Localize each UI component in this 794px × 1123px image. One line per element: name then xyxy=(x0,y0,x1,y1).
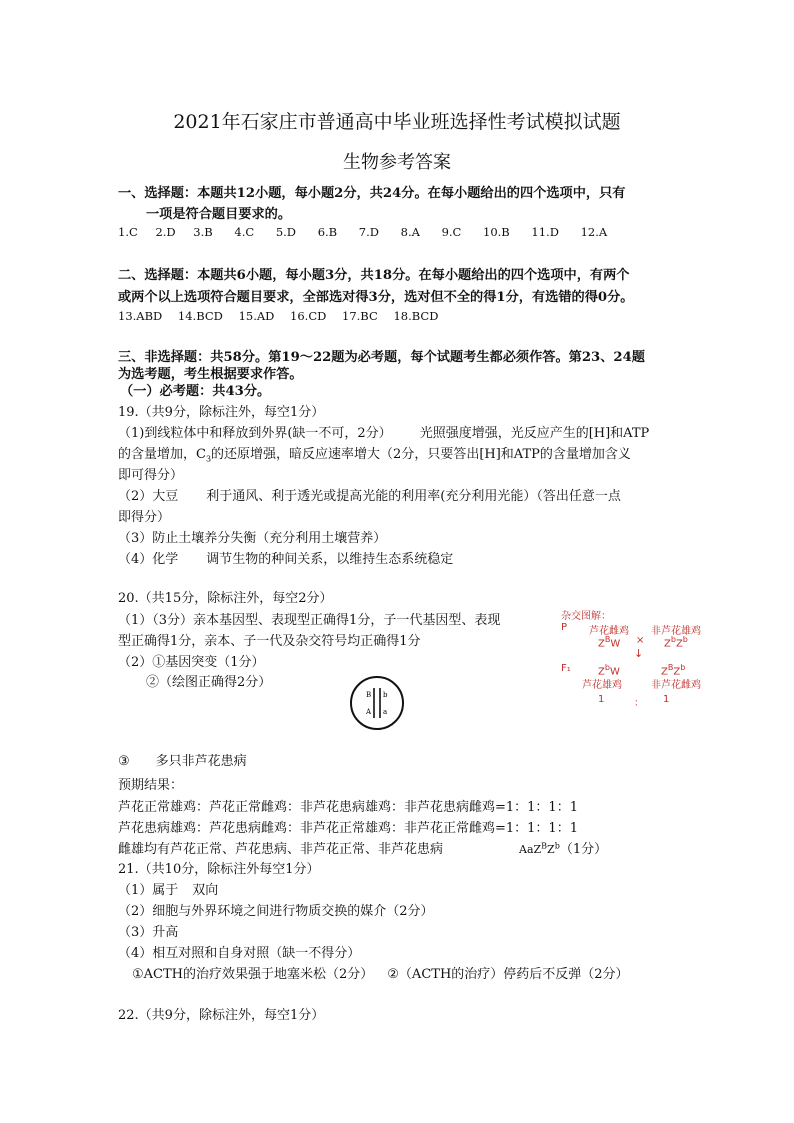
cross-f1-label: F₁ xyxy=(561,663,571,674)
answer-4: 4.C xyxy=(234,225,255,239)
answer-10: 10.B xyxy=(483,225,510,239)
answer-14: 14.BCD xyxy=(177,309,223,323)
q19-line4-b: 利于通风、利于透光或提高光能的利用率(充分利用光能）（答出任意一点 xyxy=(206,489,621,504)
cross-ratio-a: 1 xyxy=(598,694,605,705)
cross-p-male: 非芦花雄鸡 xyxy=(651,626,701,637)
q19-line7 xyxy=(118,548,453,567)
section-2-heading-line1: 二、选择题：本题共6小题，每小题3分，共18分。在每小题给出的四个选项中，有两个 xyxy=(118,268,630,283)
gene-label-A: A xyxy=(366,708,372,716)
answer-1: 1.C xyxy=(118,225,138,239)
cell-diagram xyxy=(348,674,408,734)
q20-line6: 预期结果： xyxy=(118,778,184,793)
cross-ratio-b: 1 xyxy=(663,694,670,705)
cross-arrow: ↓ xyxy=(634,647,644,660)
answer-18: 18.BCD xyxy=(393,309,439,323)
cross-f1-phenotype-b: 非芦花雌鸡 xyxy=(651,680,701,691)
section-1-answers xyxy=(118,225,607,239)
cross-p-genotype-male: $Z^bZ^b$ xyxy=(664,635,688,650)
q19-line1 xyxy=(118,422,649,441)
page-subtitle: 生物参考答案 xyxy=(343,152,451,173)
cross-p-label: P xyxy=(561,622,568,633)
section-1-heading-line2: 一项是符合题目要求的。 xyxy=(146,207,292,222)
page-title: 2021年石家庄市普通高中毕业班选择性考试模拟试题 xyxy=(173,111,621,133)
q21-heading: 21.（共10分，除标注外每空1分） xyxy=(118,862,320,877)
answer-15: 15.AD xyxy=(238,309,275,323)
q20-line8: 芦花患病雄鸡：芦花患病雌鸡：非芦花正常雄鸡：非芦花正常雌鸡=1：1：1：1 xyxy=(118,821,578,836)
q19-heading: 19.（共9分，除标注外，每空1分） xyxy=(118,405,325,420)
q19-line2-a: 的含量增加，C xyxy=(118,447,206,462)
q19-line1-b: 光照强度增强，光反应产生的[H]和ATP xyxy=(419,426,650,441)
cross-f1-genotype-b: $Z^BZ^b$ xyxy=(661,663,686,678)
required-heading: （一）必考题：共43分。 xyxy=(120,384,271,399)
cross-p-genotype-female: $Z^BW$ xyxy=(598,635,621,650)
gene-label-b: b xyxy=(383,691,388,699)
q19-line2 xyxy=(118,443,631,464)
q19-line3: 即可得分） xyxy=(118,468,184,483)
q21-line1-a: （1）属于 xyxy=(118,883,179,898)
q19-line4 xyxy=(118,485,621,504)
answer-16: 16.CD xyxy=(290,309,327,323)
q21-line1-b: 双向 xyxy=(192,883,219,898)
q20-line5-b: 多只非芦花患病 xyxy=(155,754,247,769)
answer-8: 8.A xyxy=(400,225,420,239)
section-3-heading-line1: 三、非选择题：共58分。第19～22题为必考题，每个试题考生都必须作答。第23、24题 xyxy=(118,350,645,365)
answer-2: 2.D xyxy=(155,225,176,239)
q19-line2-b: 的还原增强，暗反应速率增大（2分，只要答出[H]和ATP的含量增加含义 xyxy=(211,447,631,462)
answer-11: 11.D xyxy=(531,225,559,239)
answer-6: 6.B xyxy=(317,225,338,239)
q21-line2: （2）细胞与外界环境之间进行物质交换的媒介（2分） xyxy=(118,904,434,919)
q22-heading: 22.（共9分，除标注外，每空1分） xyxy=(118,1008,325,1023)
q20-line9-a: 雌雄均有芦花正常、芦花患病、非芦花正常、非芦花患病 xyxy=(118,842,444,857)
q20-line9 xyxy=(118,838,443,857)
q21-line5 xyxy=(132,963,629,982)
q21-line5-a: ①ACTH的治疗效果强于地塞米松（2分） xyxy=(132,967,374,982)
gene-label-a: a xyxy=(383,708,388,716)
q21-line3: （3）升高 xyxy=(118,925,179,940)
q19-line5: 即得分） xyxy=(118,510,171,525)
q21-line5-b: ②（ACTH的治疗）停药后不反弹（2分） xyxy=(387,967,629,982)
q20-line1: （1）（3分）亲本基因型、表现型正确得1分，子一代基因型、表现 xyxy=(118,613,501,628)
cross-times-symbol: × xyxy=(636,635,645,646)
q20-line7: 芦花正常雄鸡：芦花正常雌鸡：非芦花患病雄鸡：非芦花患病雌鸡=1：1：1：1 xyxy=(118,800,578,815)
q20-line9-genotype: $AaZ^BZ^b(1$分） xyxy=(519,841,608,857)
q19-line1-a: （1)到线粒体中和释放到外界(缺一不可，2分） xyxy=(118,426,392,441)
q19-line7-a: （4）化学 xyxy=(118,552,179,567)
answer-17: 17.BC xyxy=(342,309,378,323)
cross-p-female: 芦花雌鸡 xyxy=(589,626,629,637)
answer-12: 12.A xyxy=(580,225,608,239)
section-3-heading-line2: 为选考题，考生根据要求作答。 xyxy=(118,367,303,382)
cell-membrane xyxy=(351,677,403,729)
q19-line2-sub: 3 xyxy=(205,454,212,464)
section-2-heading-line2: 或两个以上选项符合题目要求，全部选对得3分，选对但不全的得1分，有选错的得0分。 xyxy=(118,290,634,305)
cross-f1-phenotype-a: 芦花雄鸡 xyxy=(582,680,622,691)
q19-line7-b: 调节生物的种间关系，以维持生态系统稳定 xyxy=(206,552,454,567)
answer-9: 9.C xyxy=(441,225,462,239)
section-1-heading-line1: 一、选择题：本题共12小题，每小题2分，共24分。在每小题给出的四个选项中，只有 xyxy=(118,186,626,201)
q20-line2: 型正确得1分，亲本、子一代及杂交符号均正确得1分 xyxy=(118,634,421,649)
q21-line4: （4）相互对照和自身对照（缺一不得分） xyxy=(118,946,361,961)
cross-ratio-colon: ： xyxy=(634,698,644,709)
q19-line6: （3）防止土壤养分失衡（充分利用土壤营养） xyxy=(118,531,387,546)
q20-line4: ②（绘图正确得2分） xyxy=(146,675,272,690)
gene-label-B: B xyxy=(366,691,372,699)
q21-line1 xyxy=(118,879,218,898)
answer-5: 5.D xyxy=(275,225,297,239)
q20-heading: 20.（共15分，除标注外，每空2分） xyxy=(118,591,333,606)
cross-f1-genotype-a: $Z^bW$ xyxy=(598,663,620,678)
answer-13: 13.ABD xyxy=(118,309,163,323)
answer-7: 7.D xyxy=(358,225,379,239)
answer-3: 3.B xyxy=(193,225,213,239)
q20-line5 xyxy=(118,750,247,769)
cross-diagram-title: 杂交图解： xyxy=(561,611,611,622)
q20-line5-a: ③ xyxy=(118,754,130,769)
section-2-answers xyxy=(118,309,438,323)
q19-line4-a: （2）大豆 xyxy=(118,489,179,504)
q20-line3: （2）①基因突变（1分） xyxy=(118,655,265,670)
